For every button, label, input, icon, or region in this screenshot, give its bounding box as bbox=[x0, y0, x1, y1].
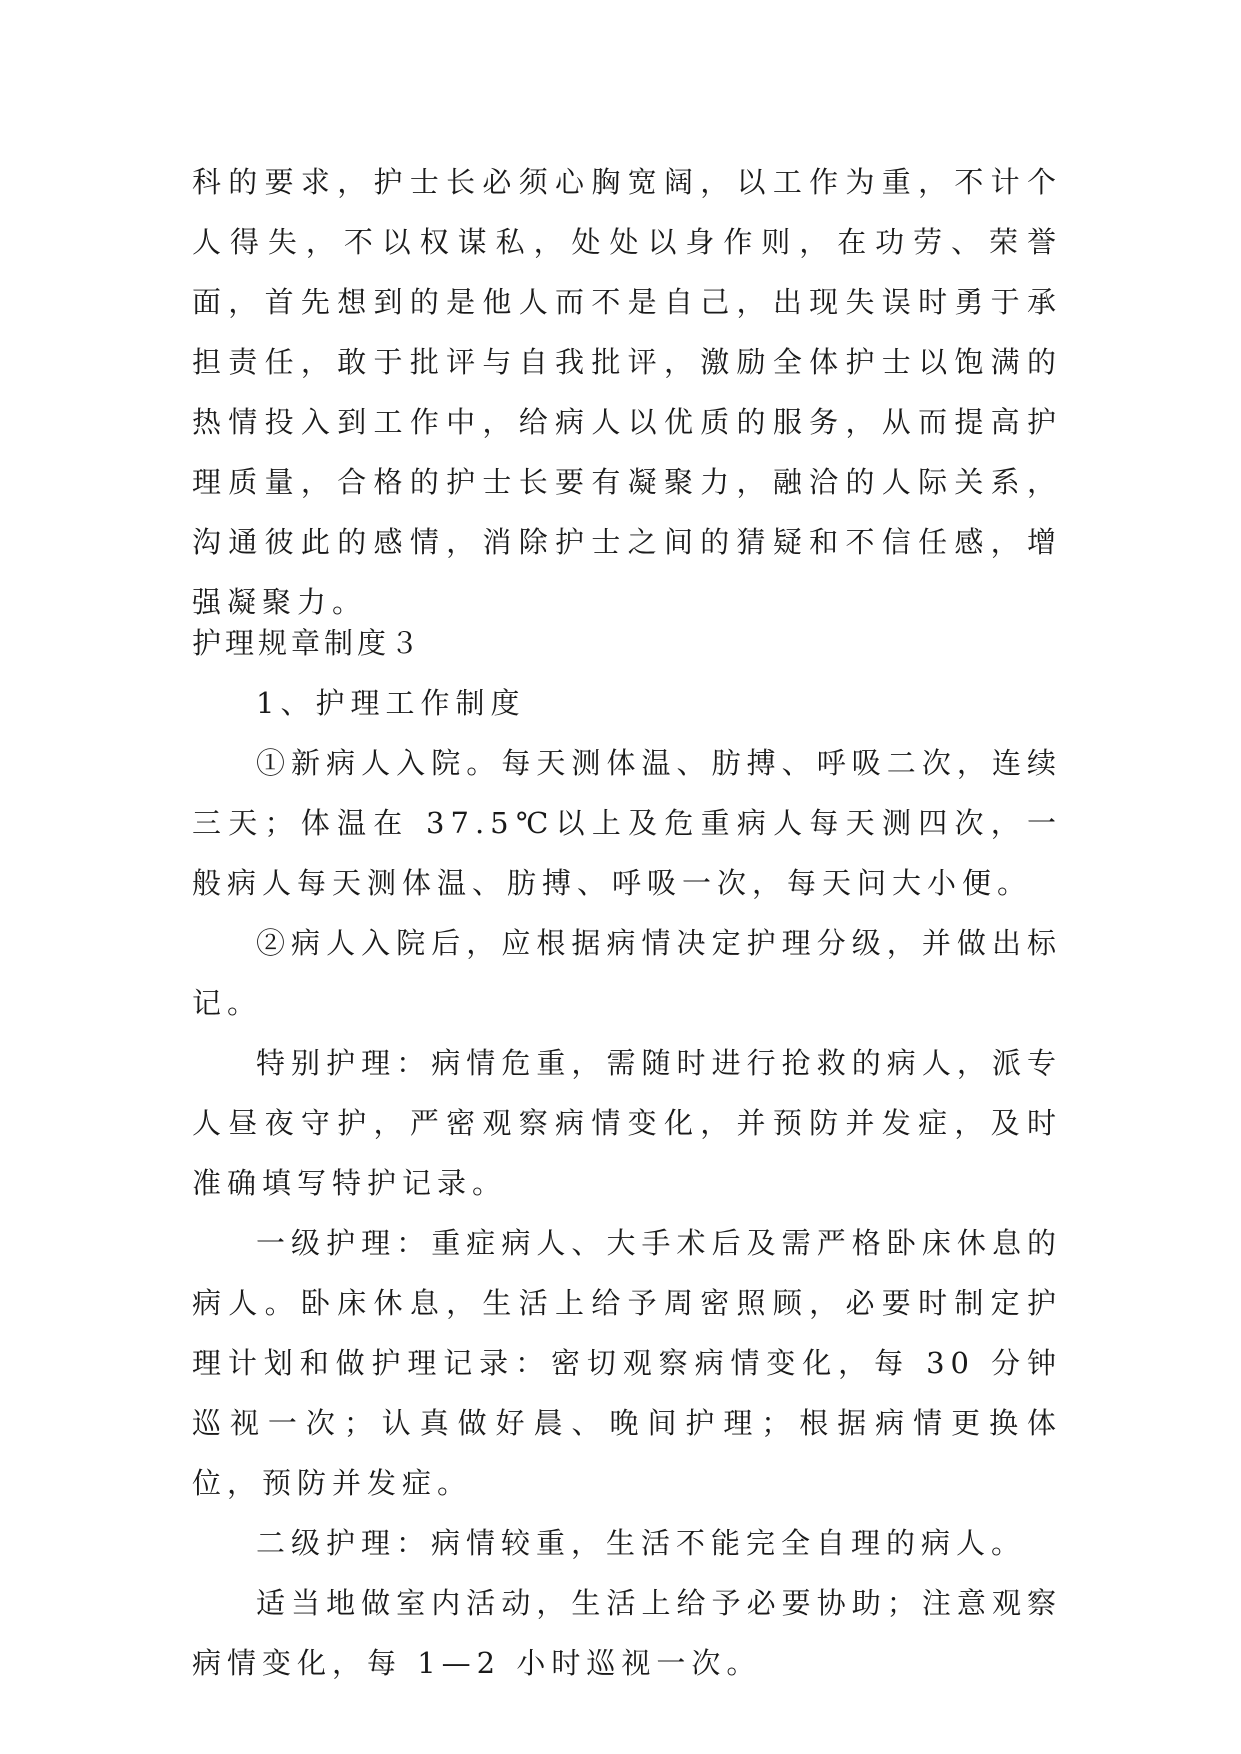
paragraph-new-patient: ①新病人入院。每天测体温、肪搏、呼吸二次，连续三天；体温在 37.5℃以上及危重病人每天测四次，一般病人每天测体温、肪搏、呼吸一次，每天问大小便。 bbox=[192, 746, 1062, 900]
paragraph-level-two-detail: 适当地做室内活动，生活上给予必要协助；注意观察病情变化，每 1—2 小时巡视一次。 bbox=[192, 1586, 1062, 1680]
nursing-rules-section bbox=[192, 613, 1062, 1693]
intro-section bbox=[192, 152, 1062, 632]
section-title: 护理规章制度３ bbox=[192, 626, 424, 660]
intro-paragraph: 科的要求，护士长必须心胸宽阔，以工作为重，不计个人得失，不以权谋私，处处以身作则，在功劳、荣誉面，首先想到的是他人而不是自己，出现失误时勇于承担责任，敢于批评与自我批评，激励全体护士以饱满的热情投入到工作中，给病人以优质的服务，从而提高护理质量，合格的护士长要有凝聚力，融洽的人际关系，沟通彼此的感情，消除护士之间的猜疑和不信任感，增强凝聚力。 bbox=[192, 165, 1062, 619]
paragraph-special-care: 特别护理：病情危重，需随时进行抢救的病人，派专人昼夜守护，严密观察病情变化，并预防并发症，及时准确填写特护记录。 bbox=[192, 1046, 1062, 1200]
subsection-title: 1、护理工作制度 bbox=[256, 686, 526, 720]
paragraph-care-level: ②病人入院后，应根据病情决定护理分级，并做出标记。 bbox=[192, 926, 1062, 1020]
paragraph-level-one-care: 一级护理：重症病人、大手术后及需严格卧床休息的病人。卧床休息，生活上给予周密照顾，必要时制定护理计划和做护理记录：密切观察病情变化，每 30 分钟巡视一次；认真做好晨、晚间护理；根据病情更换体位，预防并发症。 bbox=[192, 1226, 1062, 1500]
paragraph-level-two-care: 二级护理：病情较重，生活不能完全自理的病人。 bbox=[256, 1526, 1027, 1560]
